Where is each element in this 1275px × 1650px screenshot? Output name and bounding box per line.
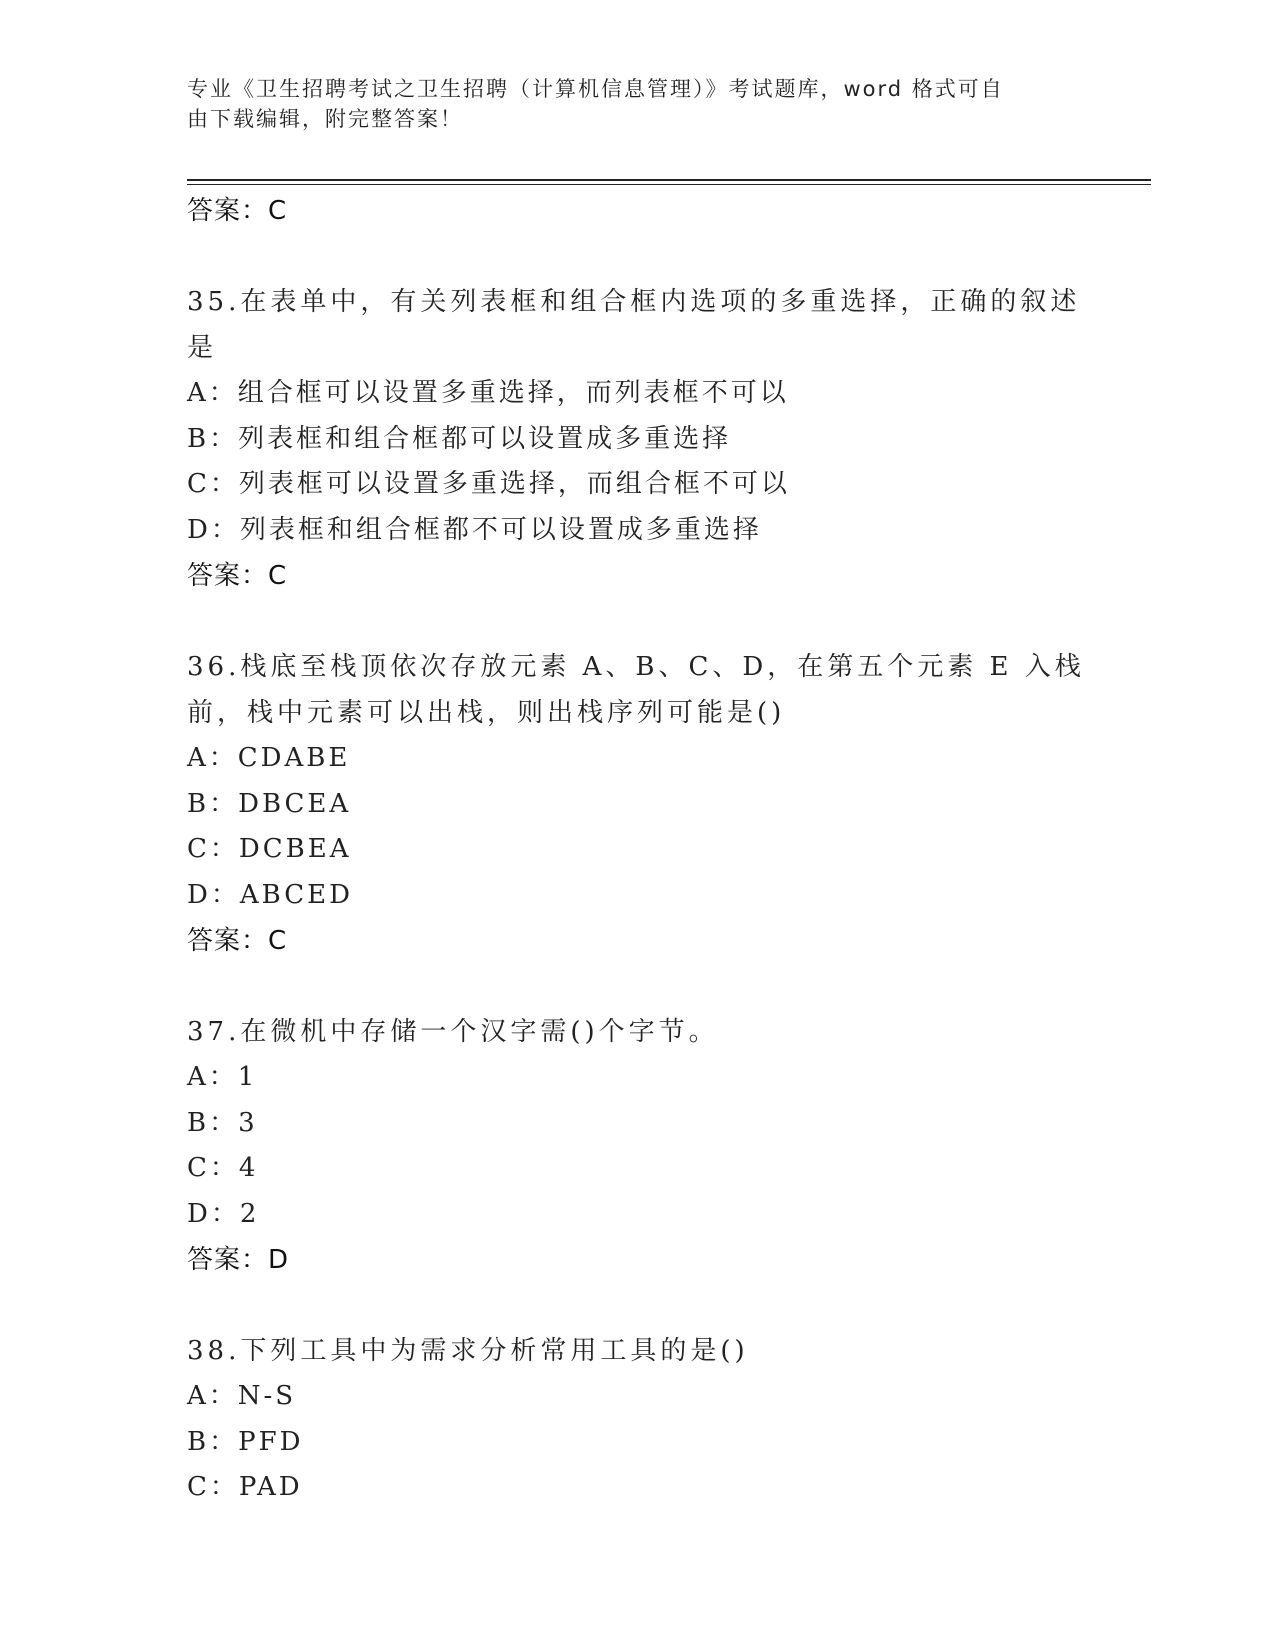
spacer <box>187 964 1087 1009</box>
option-b: B：3 <box>187 1107 258 1138</box>
document-header <box>187 74 1067 134</box>
question-stem: 35.在表单中，有关列表框和组合框内选项的多重选择，正确的叙述是 <box>187 287 1081 363</box>
option-c: C：PAD <box>187 1472 303 1502</box>
header-divider-thick <box>187 179 1151 181</box>
question-block <box>187 279 1087 599</box>
question-block <box>187 1009 1087 1283</box>
option-a: A：N-S <box>187 1381 297 1411</box>
answer-line: 答案：C <box>187 561 288 591</box>
header-divider-thin <box>187 184 1151 185</box>
option-c: C：DCBEA <box>187 834 352 864</box>
option-c: C：4 <box>187 1153 259 1183</box>
option-a: A：CDABE <box>187 743 351 773</box>
option-d: D：ABCED <box>187 879 353 910</box>
previous-answer: 答案：C <box>187 196 288 226</box>
question-stem: 37.在微机中存储一个汉字需()个字节。 <box>187 1017 719 1047</box>
option-c: C：列表框可以设置多重选择，而组合框不可以 <box>187 469 790 499</box>
spacer <box>187 1283 1087 1328</box>
option-b: B：PFD <box>187 1426 304 1457</box>
answer-line: 答案：C <box>187 926 288 956</box>
option-b: B：DBCEA <box>187 788 352 819</box>
spacer <box>187 599 1087 644</box>
option-d: D：2 <box>187 1198 260 1229</box>
header-line-2: 由下载编辑，附完整答案！ <box>187 107 463 131</box>
question-block <box>187 644 1087 964</box>
option-a: A：1 <box>187 1062 258 1092</box>
answer-line: 答案：D <box>187 1245 290 1275</box>
question-stem: 38.下列工具中为需求分析常用工具的是() <box>187 1336 749 1366</box>
question-stem: 36.栈底至栈顶依次存放元素 A、B、C、D，在第五个元素 E 入栈前，栈中元素可以出栈，则出栈序列可能是() <box>187 652 1085 728</box>
option-a: A：组合框可以设置多重选择，而列表框不可以 <box>187 378 789 408</box>
question-block <box>187 1328 1087 1511</box>
question-list <box>187 188 1087 1511</box>
option-b: B：列表框和组合框都可以设置成多重选择 <box>187 423 732 454</box>
spacer <box>187 234 1087 279</box>
header-line-1: 专业《卫生招聘考试之卫生招聘（计算机信息管理）》考试题库，word 格式可自 <box>187 77 1004 101</box>
option-d: D：列表框和组合框都不可以设置成多重选择 <box>187 514 762 545</box>
